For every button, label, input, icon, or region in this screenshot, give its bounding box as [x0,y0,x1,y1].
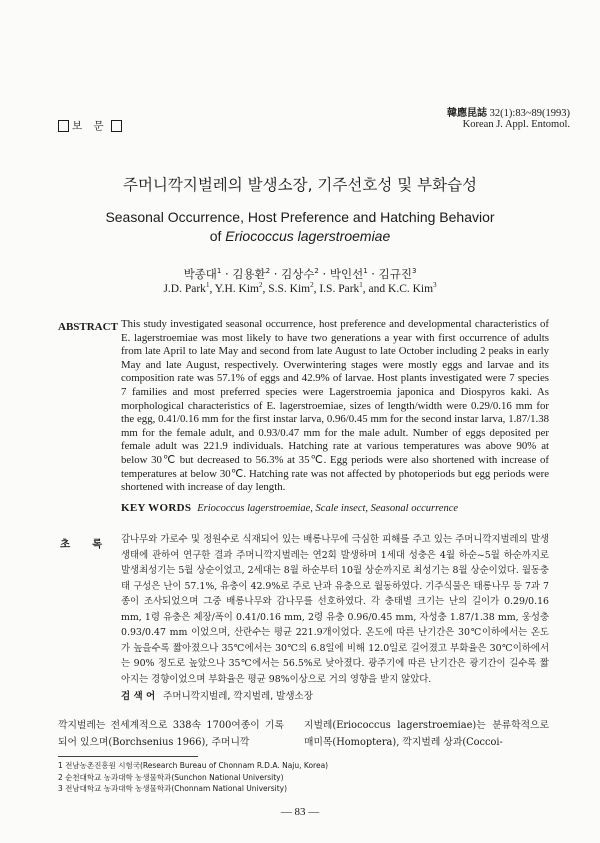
footnote-item: 1 전남농촌진흥원 시험국(Research Bureau of Chonnam R.D.A. Naju, Korea) [58,761,329,770]
korean-keywords-text: 주머니깍지벌레, 깍지벌레, 발생소장 [163,691,313,702]
author-affiliation-mark: 1 [359,281,363,290]
title-korean: 주머니깍지벌레의 발생소장, 기주선호성 및 부화습성 [122,176,478,194]
author-separator: · [221,267,233,281]
author-name: 김용환 [232,267,266,281]
title-english-line1: Seasonal Occurrence, Host Preference and Hatching Behavior [105,209,495,225]
section-tag [58,118,122,133]
korean-keywords [121,688,313,702]
author-name: J.D. Park [163,283,206,295]
author-separator: · [367,267,379,281]
author-separator: · [270,267,282,281]
author-affiliation-mark: 2 [314,267,319,276]
author-separator: , [313,283,320,295]
abstract-label: ABSTRACT [58,321,118,333]
author-name: I.S. Park [319,283,360,295]
journal-citation [447,108,570,130]
keywords-text: Eriococcus lagerstroemiae, Scale insect, Seasonal occurrence [197,503,459,514]
author-affiliation-mark: 2 [310,281,314,290]
author-affiliation-mark: 2 [258,281,263,290]
keywords [121,502,561,514]
korean-keywords-label: 검 색 어 [121,691,156,702]
footnote-item: 3 전남대학교 농과대학 농생물학과(Chonnam National University) [58,784,288,793]
author-affiliation-mark: 3 [411,267,417,276]
page-number: — 83 — [280,806,320,818]
title-english-line2 [0,228,600,244]
section-tag-label: 보 문 [72,120,108,132]
body-column-right: 지벌레(Eriococcus lagerstroemiae)는 분류학적으로 매미목(Homoptera), 깍지벌레 상과(Coccoi- [304,720,549,748]
author-separator: , [262,283,269,295]
footnote-item: 2 순천대학교 농과대학 농생물학과(Sunchon National University) [58,772,284,782]
body-column-left: 깍지벌레는 전세계적으로 338속 1700여종이 기록되어 있으며(Borchsenius 1966), 주머니깍 [58,720,284,748]
author-name: K.C. Kim [388,283,434,295]
korean-abstract-label: 초록 [60,538,125,550]
authors-english [0,283,600,295]
author-name: 박인선 [329,267,364,281]
author-name: S.S. Kim [268,283,311,295]
author-name: Y.H. Kim [214,283,259,295]
keywords-label: KEY WORDS [121,502,192,514]
abstract-body: This study investigated seasonal occurrence, host preference and developmental characteristics of E. lagerstroemiae was most likely to have two generations a year with first occurrence of adults from late April to late May and second from late August to late October including 2 peaks in early May and late August, respectively. Overwintering stages were mostly eggs and larvae and its composition rate was 57.1% of eggs and 42.9% of larvae. Host plants investigated were 7 species 7 families and most preferred species were Lagerstroemia japonica and Diospyros kaki. As morphological characteristics of E. lagerstroemiae, sizes of length/width were 0.29/0.16 mm for the egg, 0.41/0.16 mm for the first instar larva, 0.96/0.45 mm for the second instar larva, 1.87/1.38 mm for the female adult, and 0.93/0.47 mm for the male adult. Number of eggs deposited per female adult was 221.9 individuals. Hatching rate at various temperatures was above 90% at below 30℃ but decreased to 56.3% at 35℃. Egg periods were also shortened with increase of temperatures at below 30℃. Hatching rate was not affected by photoperiods but egg periods were shortened with increase of day length. [121,318,549,494]
author-affiliation-mark: 2 [265,267,271,276]
journal-english-name: Korean J. Appl. Entomol. [462,119,570,130]
journal-korean-name: 韓應昆誌 [447,108,488,119]
korean-abstract-body: 감나무와 가로수 및 정원수로 식재되어 있는 배롱나무에 극심한 피해를 주고 있는 주머니깍지벌레의 발생생태에 관하여 연구한 결과 주머니깍지벌레는 연2회 발생하며 1세대 성충은 4월 하순~5월 하순까지로 발생최성기는 5월 상순이었고, 2세대는 8월 하순부터 10월 상순까지로 최성기는 8월 상순이었다. 월동충태 구성은 난이 57.1%, 유충이 42.9%로 주로 난과 유충으로 월동하였다. 기주식물은 태롱나무 등 7과 7종이 조사되었으며 그중 배롱나무와 감나무를 선호하였다. 각 충태별 크기는 난의 길이가 0.29/0.16 mm, 1령 유충은 체장/폭이 0.41/0.16 mm, 2령 유충 0.96/0.45 mm, 자성충 1.87/1.38 mm, 웅성충 0.93/0.47 mm 이었으며, 산란수는 평균 221.9개이었다. 온도에 따른 난기간은 30℃이하에서는 온도가 높을수록 짧아졌으나 35℃에서는 30℃의 6.8일에 비해 12.0일로 길어졌고 부화율은 30℃이하에서는 90% 정도로 높았으나 35℃에서는 56.5%로 낮아졌다. 광주기에 따른 난기간은 광기간이 길수록 짧아지는 경향이었으며 부화율은 평균 98%이상으로 거의 영향을 받지 않았다. [121,534,549,685]
authors-korean [0,266,600,282]
author-separator: , [209,283,215,295]
title-english-prefix: of [209,228,226,244]
author-separator: , and [362,283,389,295]
author-name: 김규진 [378,267,412,281]
author-affiliation-mark: 1 [205,281,210,290]
title-species-name: Eriococcus lagerstroemiae [225,228,391,244]
author-name: 김상수 [281,267,315,281]
footnote-divider [58,756,198,757]
author-affiliation-mark: 1 [363,267,368,276]
author-separator: · [318,267,330,281]
author-affiliation-mark: 3 [433,281,437,290]
right-box-mark [111,120,122,132]
journal-volume: 32(1):83~89(1993) [487,108,570,119]
footnotes [58,760,328,795]
author-affiliation-mark: 1 [216,267,222,276]
left-box-mark [58,120,69,132]
author-name: 박종대 [183,267,217,281]
